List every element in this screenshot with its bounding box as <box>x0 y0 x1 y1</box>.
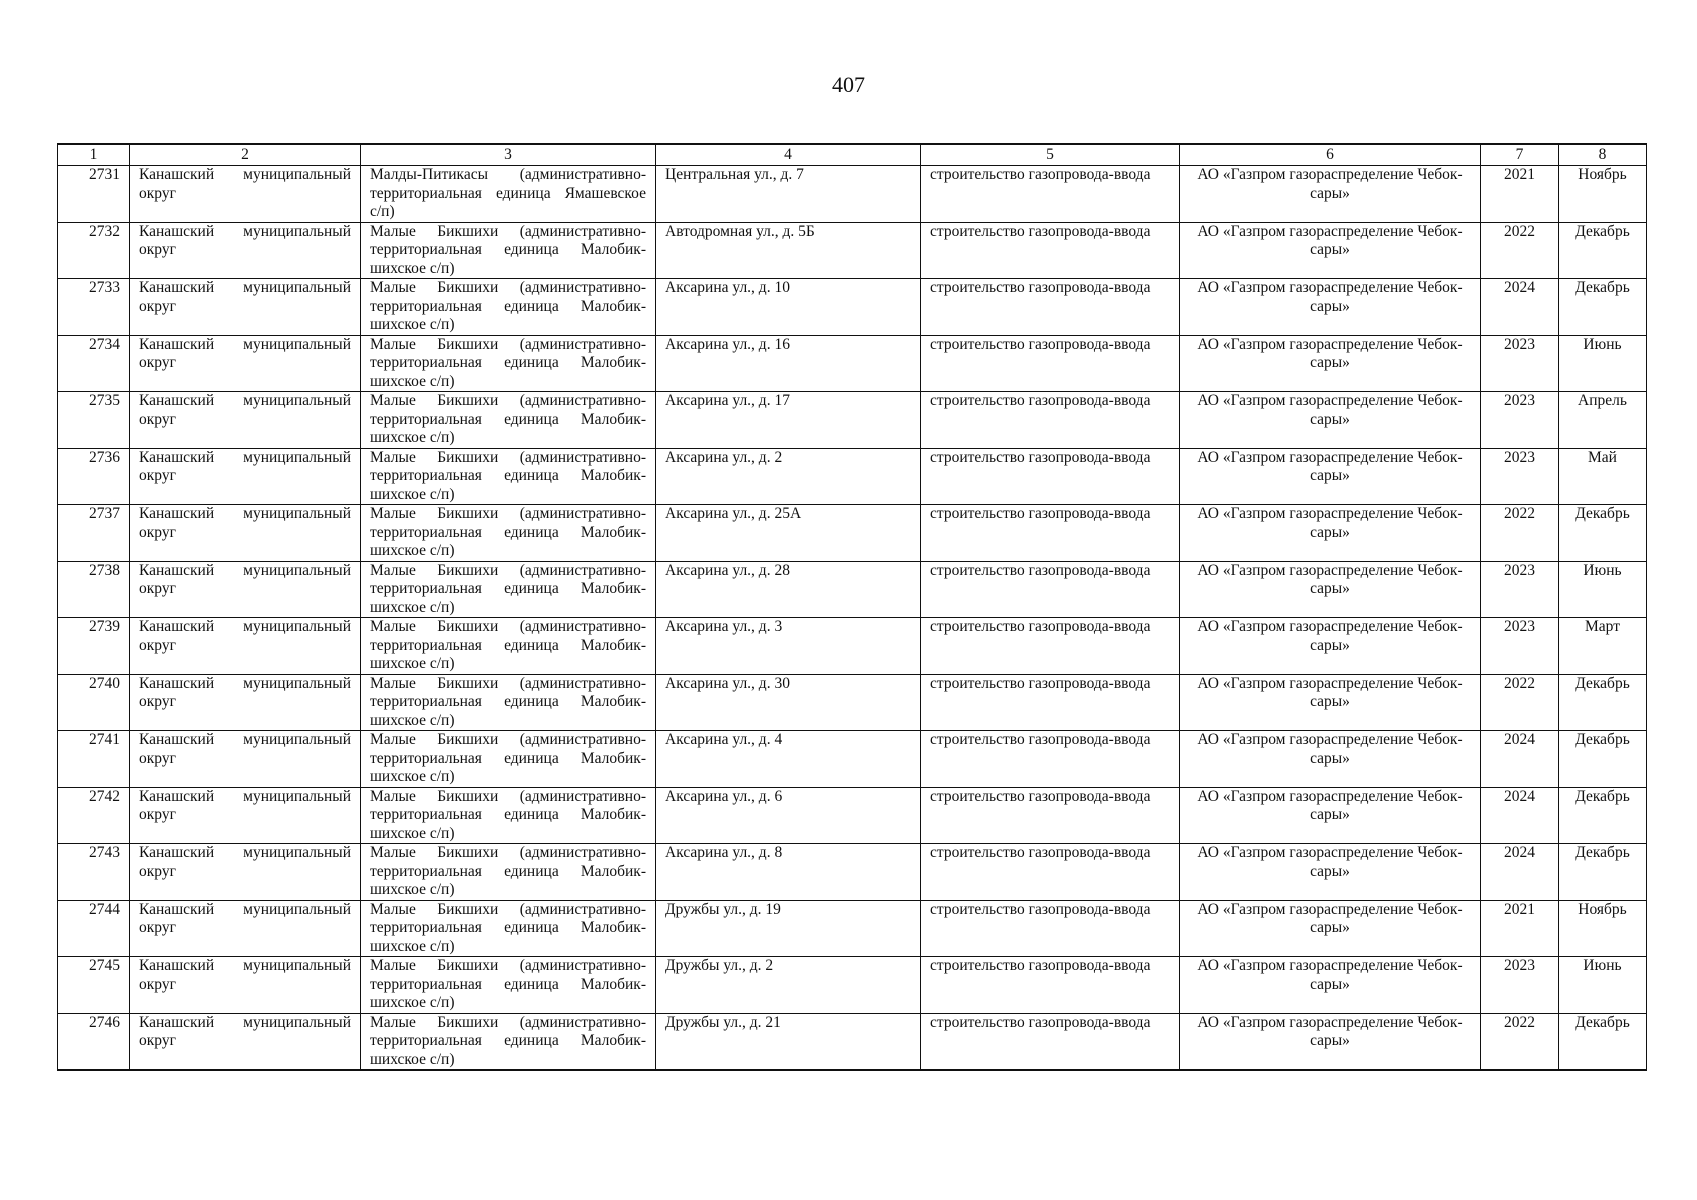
year-cell: 2023 <box>1481 618 1559 675</box>
settlement-cell <box>361 166 656 223</box>
table-row <box>58 279 1647 336</box>
settlement-cell <box>361 222 656 279</box>
settlement-cell <box>361 957 656 1014</box>
settlement-cell <box>361 392 656 449</box>
organization-line: сары» <box>1310 862 1350 880</box>
settlement-line: Малые Бикшихи (административно- <box>370 222 646 240</box>
month-cell: Июнь <box>1559 335 1647 392</box>
col-header-5: 5 <box>921 144 1180 166</box>
settlement-cell <box>361 279 656 336</box>
table-row <box>58 222 1647 279</box>
district-line: округ <box>139 806 176 823</box>
district-line: округ <box>139 297 176 315</box>
work-type-cell: строительство газопровода-ввода <box>921 222 1180 279</box>
settlement-line: территориальная единица Малобик- <box>370 862 646 880</box>
header-row <box>58 144 1647 166</box>
row-number: 2741 <box>58 731 130 788</box>
col-header-2: 2 <box>130 144 361 166</box>
month-cell: Апрель <box>1559 392 1647 449</box>
settlement-line: Малые Бикшихи (административно- <box>370 900 646 918</box>
organization-line: сары» <box>1310 410 1350 428</box>
table-row <box>58 392 1647 449</box>
gasification-table <box>57 143 1647 1071</box>
year-cell: 2022 <box>1481 222 1559 279</box>
district-line: округ <box>139 749 176 767</box>
month-cell: Декабрь <box>1559 505 1647 562</box>
district-line: округ <box>139 184 176 202</box>
organization-line: АО «Газпром газораспределение Чебок- <box>1197 222 1463 240</box>
organization-line: сары» <box>1310 523 1350 541</box>
address-cell: Автодромная ул., д. 5Б <box>656 222 921 279</box>
organization-line: сары» <box>1310 749 1350 767</box>
address-cell: Аксарина ул., д. 8 <box>656 844 921 901</box>
district-cell <box>130 392 361 449</box>
organization-cell <box>1180 279 1481 336</box>
organization-cell <box>1180 561 1481 618</box>
settlement-line: шихское с/п) <box>370 485 455 503</box>
settlement-line: территориальная единица Малобик- <box>370 749 646 767</box>
row-number: 2735 <box>58 392 130 449</box>
district-cell <box>130 731 361 788</box>
address-cell: Дружбы ул., д. 19 <box>656 900 921 957</box>
organization-cell <box>1180 392 1481 449</box>
district-line: Канашский муниципальный <box>139 844 351 861</box>
year-cell: 2023 <box>1481 561 1559 618</box>
row-number: 2739 <box>58 618 130 675</box>
organization-cell <box>1180 505 1481 562</box>
work-type-cell: строительство газопровода-ввода <box>921 618 1180 675</box>
year-cell: 2023 <box>1481 392 1559 449</box>
district-cell <box>130 1013 361 1070</box>
settlement-line: шихское с/п) <box>370 1050 455 1068</box>
month-cell: Декабрь <box>1559 844 1647 901</box>
settlement-line: Малые Бикшихи (административно- <box>370 561 646 579</box>
organization-line: АО «Газпром газораспределение Чебок- <box>1197 166 1463 183</box>
settlement-line: шихское с/п) <box>370 542 455 559</box>
organization-line: АО «Газпром газораспределение Чебок- <box>1197 674 1463 692</box>
settlement-line: территориальная единица Малобик- <box>370 354 646 371</box>
row-number: 2733 <box>58 279 130 336</box>
month-cell: Декабрь <box>1559 731 1647 788</box>
organization-cell <box>1180 166 1481 223</box>
district-cell <box>130 674 361 731</box>
work-type-cell: строительство газопровода-ввода <box>921 448 1180 505</box>
address-cell: Аксарина ул., д. 17 <box>656 392 921 449</box>
settlement-line: шихское с/п) <box>370 824 455 842</box>
organization-cell <box>1180 448 1481 505</box>
district-line: Канашский муниципальный <box>139 787 351 805</box>
organization-line: сары» <box>1310 580 1350 597</box>
organization-line: АО «Газпром газораспределение Чебок- <box>1197 787 1463 805</box>
page-number: 407 <box>832 72 865 97</box>
organization-line: сары» <box>1310 467 1350 484</box>
work-type-cell: строительство газопровода-ввода <box>921 957 1180 1014</box>
settlement-line: шихское с/п) <box>370 372 455 390</box>
settlement-cell <box>361 787 656 844</box>
organization-line: АО «Газпром газораспределение Чебок- <box>1197 561 1463 579</box>
settlement-cell <box>361 505 656 562</box>
address-cell: Дружбы ул., д. 2 <box>656 957 921 1014</box>
settlement-line: шихское с/п) <box>370 655 455 672</box>
year-cell: 2024 <box>1481 844 1559 901</box>
organization-cell <box>1180 787 1481 844</box>
settlement-line: шихское с/п) <box>370 711 455 729</box>
row-number: 2743 <box>58 844 130 901</box>
row-number: 2742 <box>58 787 130 844</box>
address-cell: Аксарина ул., д. 6 <box>656 787 921 844</box>
settlement-line: Малые Бикшихи (административно- <box>370 1013 646 1031</box>
district-cell <box>130 844 361 901</box>
col-header-4: 4 <box>656 144 921 166</box>
month-cell: Ноябрь <box>1559 900 1647 957</box>
district-cell <box>130 900 361 957</box>
table-row <box>58 731 1647 788</box>
year-cell: 2021 <box>1481 900 1559 957</box>
settlement-line: территориальная единица Малобик- <box>370 297 646 315</box>
organization-line: сары» <box>1310 806 1350 823</box>
organization-line: АО «Газпром газораспределение Чебок- <box>1197 900 1463 918</box>
organization-cell <box>1180 335 1481 392</box>
settlement-line: Малые Бикшихи (административно- <box>370 844 646 861</box>
work-type-cell: строительство газопровода-ввода <box>921 1013 1180 1070</box>
district-cell <box>130 448 361 505</box>
year-cell: 2023 <box>1481 957 1559 1014</box>
row-number: 2734 <box>58 335 130 392</box>
settlement-cell <box>361 900 656 957</box>
settlement-line: Малые Бикшихи (административно- <box>370 957 646 974</box>
year-cell: 2021 <box>1481 166 1559 223</box>
settlement-line: территориальная единица Малобик- <box>370 806 646 823</box>
month-cell: Ноябрь <box>1559 166 1647 223</box>
table-row <box>58 166 1647 223</box>
row-number: 2736 <box>58 448 130 505</box>
organization-line: АО «Газпром газораспределение Чебок- <box>1197 844 1463 861</box>
organization-line: АО «Газпром газораспределение Чебок- <box>1197 618 1463 635</box>
year-cell: 2024 <box>1481 731 1559 788</box>
settlement-line: шихское с/п) <box>370 429 455 446</box>
row-number: 2745 <box>58 957 130 1014</box>
organization-line: сары» <box>1310 354 1350 371</box>
district-line: Канашский муниципальный <box>139 166 351 183</box>
district-line: округ <box>139 580 176 597</box>
settlement-line: территориальная единица Малобик- <box>370 467 646 484</box>
district-line: Канашский муниципальный <box>139 222 351 240</box>
organization-line: АО «Газпром газораспределение Чебок- <box>1197 279 1463 296</box>
district-line: округ <box>139 862 176 880</box>
work-type-cell: строительство газопровода-ввода <box>921 335 1180 392</box>
settlement-line: шихское с/п) <box>370 259 455 277</box>
year-cell: 2024 <box>1481 787 1559 844</box>
organization-cell <box>1180 957 1481 1014</box>
table-row <box>58 674 1647 731</box>
settlement-cell <box>361 618 656 675</box>
district-cell <box>130 505 361 562</box>
work-type-cell: строительство газопровода-ввода <box>921 279 1180 336</box>
settlement-line: территориальная единица Малобик- <box>370 1032 646 1049</box>
month-cell: Март <box>1559 618 1647 675</box>
settlement-line: Малые Бикшихи (административно- <box>370 392 646 409</box>
month-cell: Декабрь <box>1559 787 1647 844</box>
settlement-line: территориальная единица Малобик- <box>370 523 646 541</box>
district-cell <box>130 618 361 675</box>
work-type-cell: строительство газопровода-ввода <box>921 561 1180 618</box>
year-cell: 2022 <box>1481 505 1559 562</box>
district-cell <box>130 166 361 223</box>
district-line: округ <box>139 241 176 258</box>
table-row <box>58 335 1647 392</box>
month-cell: Декабрь <box>1559 222 1647 279</box>
district-line: округ <box>139 975 176 993</box>
district-line: Канашский муниципальный <box>139 392 351 409</box>
table-row <box>58 787 1647 844</box>
work-type-cell: строительство газопровода-ввода <box>921 392 1180 449</box>
settlement-line: Малые Бикшихи (административно- <box>370 505 646 522</box>
year-cell: 2023 <box>1481 448 1559 505</box>
work-type-cell: строительство газопровода-ввода <box>921 674 1180 731</box>
organization-cell <box>1180 618 1481 675</box>
district-cell <box>130 787 361 844</box>
district-line: округ <box>139 636 176 654</box>
organization-line: АО «Газпром газораспределение Чебок- <box>1197 1013 1463 1031</box>
settlement-cell <box>361 844 656 901</box>
organization-line: АО «Газпром газораспределение Чебок- <box>1197 957 1463 974</box>
settlement-line: территориальная единица Малобик- <box>370 975 646 993</box>
settlement-line: территориальная единица Ямашевское <box>370 184 646 202</box>
work-type-cell: строительство газопровода-ввода <box>921 787 1180 844</box>
row-number: 2731 <box>58 166 130 223</box>
organization-cell <box>1180 222 1481 279</box>
organization-line: сары» <box>1310 975 1350 993</box>
col-header-6: 6 <box>1180 144 1481 166</box>
row-number: 2746 <box>58 1013 130 1070</box>
district-line: Канашский муниципальный <box>139 957 351 974</box>
year-cell: 2022 <box>1481 674 1559 731</box>
address-cell: Аксарина ул., д. 28 <box>656 561 921 618</box>
district-cell <box>130 561 361 618</box>
work-type-cell: строительство газопровода-ввода <box>921 505 1180 562</box>
address-cell: Аксарина ул., д. 3 <box>656 618 921 675</box>
district-line: округ <box>139 523 176 541</box>
work-type-cell: строительство газопровода-ввода <box>921 166 1180 223</box>
year-cell: 2023 <box>1481 335 1559 392</box>
table-row <box>58 618 1647 675</box>
address-cell: Аксарина ул., д. 25А <box>656 505 921 562</box>
settlement-line: территориальная единица Малобик- <box>370 919 646 936</box>
settlement-line: Малые Бикшихи (административно- <box>370 674 646 692</box>
organization-cell <box>1180 731 1481 788</box>
district-line: округ <box>139 1032 176 1049</box>
organization-line: АО «Газпром газораспределение Чебок- <box>1197 505 1463 522</box>
organization-line: сары» <box>1310 636 1350 654</box>
district-line: Канашский муниципальный <box>139 335 351 353</box>
settlement-line: с/п) <box>370 203 395 220</box>
settlement-line: шихское с/п) <box>370 881 455 898</box>
organization-line: сары» <box>1310 1032 1350 1049</box>
district-line: Канашский муниципальный <box>139 618 351 635</box>
work-type-cell: строительство газопровода-ввода <box>921 731 1180 788</box>
row-number: 2732 <box>58 222 130 279</box>
district-line: округ <box>139 693 176 710</box>
district-line: Канашский муниципальный <box>139 448 351 466</box>
work-type-cell: строительство газопровода-ввода <box>921 900 1180 957</box>
district-line: Канашский муниципальный <box>139 731 351 748</box>
organization-line: сары» <box>1310 184 1350 202</box>
organization-cell <box>1180 1013 1481 1070</box>
district-line: округ <box>139 354 176 371</box>
work-type-cell: строительство газопровода-ввода <box>921 844 1180 901</box>
settlement-cell <box>361 561 656 618</box>
district-line: Канашский муниципальный <box>139 1013 351 1031</box>
district-cell <box>130 222 361 279</box>
district-line: Канашский муниципальный <box>139 674 351 692</box>
settlement-line: Малые Бикшихи (административно- <box>370 731 646 748</box>
organization-cell <box>1180 674 1481 731</box>
address-cell: Центральная ул., д. 7 <box>656 166 921 223</box>
row-number: 2740 <box>58 674 130 731</box>
settlement-line: Малые Бикшихи (административно- <box>370 279 646 296</box>
organization-cell <box>1180 900 1481 957</box>
settlement-line: Малды-Питикасы (административно- <box>370 166 646 183</box>
settlement-line: шихское с/п) <box>370 768 455 785</box>
address-cell: Аксарина ул., д. 16 <box>656 335 921 392</box>
year-cell: 2024 <box>1481 279 1559 336</box>
settlement-cell <box>361 1013 656 1070</box>
organization-cell <box>1180 844 1481 901</box>
district-cell <box>130 957 361 1014</box>
table-row <box>58 561 1647 618</box>
table-row <box>58 1013 1647 1070</box>
month-cell: Декабрь <box>1559 279 1647 336</box>
col-header-3: 3 <box>361 144 656 166</box>
month-cell: Декабрь <box>1559 1013 1647 1070</box>
address-cell: Дружбы ул., д. 21 <box>656 1013 921 1070</box>
district-line: Канашский муниципальный <box>139 505 351 522</box>
month-cell: Декабрь <box>1559 674 1647 731</box>
organization-line: сары» <box>1310 693 1350 710</box>
table-row <box>58 505 1647 562</box>
settlement-line: Малые Бикшихи (административно- <box>370 787 646 805</box>
district-line: Канашский муниципальный <box>139 561 351 579</box>
month-cell: Май <box>1559 448 1647 505</box>
address-cell: Аксарина ул., д. 2 <box>656 448 921 505</box>
settlement-line: шихское с/п) <box>370 937 455 955</box>
table-row <box>58 900 1647 957</box>
district-line: округ <box>139 467 176 484</box>
district-line: округ <box>139 410 176 428</box>
district-cell <box>130 335 361 392</box>
organization-line: АО «Газпром газораспределение Чебок- <box>1197 731 1463 748</box>
organization-line: АО «Газпром газораспределение Чебок- <box>1197 335 1463 353</box>
settlement-cell <box>361 335 656 392</box>
settlement-line: Малые Бикшихи (административно- <box>370 335 646 353</box>
settlement-line: Малые Бикшихи (административно- <box>370 448 646 466</box>
settlement-line: Малые Бикшихи (административно- <box>370 618 646 635</box>
table-row <box>58 844 1647 901</box>
settlement-line: территориальная единица Малобик- <box>370 580 646 597</box>
district-line: Канашский муниципальный <box>139 900 351 918</box>
col-header-7: 7 <box>1481 144 1559 166</box>
year-cell: 2022 <box>1481 1013 1559 1070</box>
settlement-line: шихское с/п) <box>370 316 455 333</box>
settlement-line: шихское с/п) <box>370 598 455 616</box>
settlement-line: территориальная единица Малобик- <box>370 693 646 710</box>
table-row <box>58 957 1647 1014</box>
address-cell: Аксарина ул., д. 30 <box>656 674 921 731</box>
organization-line: сары» <box>1310 297 1350 315</box>
settlement-cell <box>361 448 656 505</box>
row-number: 2738 <box>58 561 130 618</box>
settlement-line: территориальная единица Малобик- <box>370 241 646 258</box>
address-cell: Аксарина ул., д. 10 <box>656 279 921 336</box>
table-row <box>58 448 1647 505</box>
district-line: округ <box>139 919 176 936</box>
row-number: 2744 <box>58 900 130 957</box>
col-header-8: 8 <box>1559 144 1647 166</box>
settlement-line: территориальная единица Малобик- <box>370 410 646 428</box>
organization-line: сары» <box>1310 919 1350 936</box>
organization-line: АО «Газпром газораспределение Чебок- <box>1197 392 1463 409</box>
settlement-line: территориальная единица Малобик- <box>370 636 646 654</box>
organization-line: сары» <box>1310 241 1350 258</box>
address-cell: Аксарина ул., д. 4 <box>656 731 921 788</box>
month-cell: Июнь <box>1559 561 1647 618</box>
district-line: Канашский муниципальный <box>139 279 351 296</box>
settlement-cell <box>361 674 656 731</box>
settlement-cell <box>361 731 656 788</box>
organization-line: АО «Газпром газораспределение Чебок- <box>1197 448 1463 466</box>
row-number: 2737 <box>58 505 130 562</box>
settlement-line: шихское с/п) <box>370 994 455 1011</box>
col-header-1: 1 <box>58 144 130 166</box>
month-cell: Июнь <box>1559 957 1647 1014</box>
district-cell <box>130 279 361 336</box>
